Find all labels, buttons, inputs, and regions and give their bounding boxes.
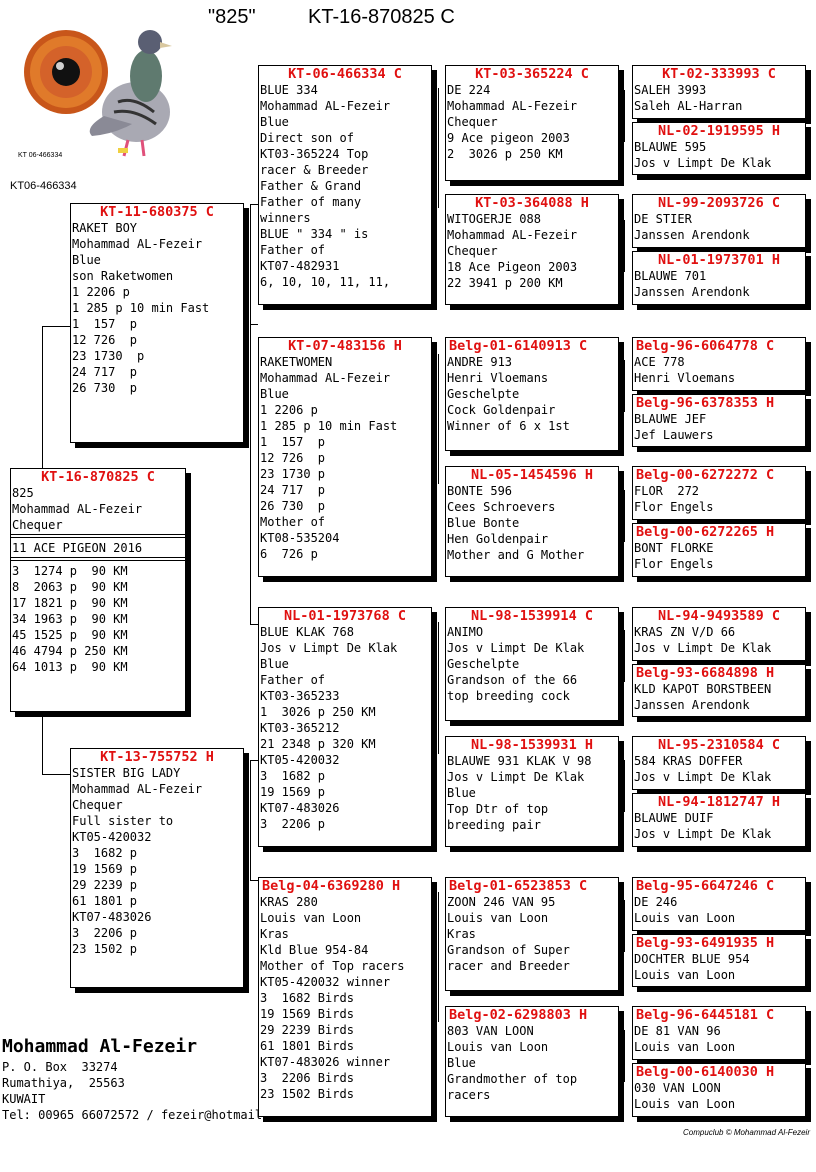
- gg-grandparent-ring: Belg-00-6272265 H: [636, 524, 775, 540]
- pedigree-line: Mohammad AL-Fezeir: [260, 99, 391, 113]
- gg-grandparent-card: [632, 337, 806, 391]
- great-grandparent-card: [445, 194, 619, 305]
- connector-line: [42, 774, 70, 775]
- pedigree-line: Hen Goldenpair: [447, 532, 549, 546]
- pedigree-line: Mohammad AL-Fezeir: [447, 99, 578, 113]
- gg-grandparent-ring: Belg-00-6140030 H: [636, 1064, 775, 1080]
- pedigree-line: Blue: [447, 786, 476, 800]
- pedigree-line: BLAUWE 931 KLAK V 98: [447, 754, 592, 768]
- gg-grandparent-card: [632, 934, 806, 987]
- pedigree-line: 19 1569 p: [260, 785, 326, 799]
- gg-grandparent-ring: NL-01-1973701 H: [658, 252, 780, 268]
- pedigree-line: FLOR 272: [634, 484, 700, 498]
- gg-grandparent-card: [632, 793, 806, 847]
- pedigree-line: Janssen Arendonk: [634, 228, 750, 242]
- sire-line: 1 2206 p: [72, 285, 130, 299]
- pigeon-ring-title: KT-16-870825 C: [308, 6, 455, 28]
- pedigree-line: Jos v Limpt De Klak: [447, 641, 585, 655]
- pedigree-line: Blue Bonte: [447, 516, 520, 530]
- connector-line: [42, 326, 43, 468]
- great-grandparent-card: [445, 337, 619, 451]
- pedigree-line: ZOON 246 VAN 95: [447, 895, 556, 909]
- gg-grandparent-ring: NL-94-1812747 H: [658, 794, 780, 810]
- pedigree-line: Mohammad AL-Fezeir: [260, 371, 391, 385]
- pedigree-line: Blue: [260, 387, 289, 401]
- connector-line: [624, 760, 625, 812]
- subject-line: Chequer: [12, 518, 63, 532]
- pedigree-line: racer and Breeder: [447, 959, 570, 973]
- dam-line: Mohammad AL-Fezeir: [72, 782, 203, 796]
- pedigree-line: racer & Breeder: [260, 163, 369, 177]
- great-grandparent-ring: NL-98-1539914 C: [471, 608, 593, 624]
- pedigree-line: Jos v Limpt De Klak: [634, 770, 772, 784]
- pedigree-line: KT07-483026: [260, 801, 340, 815]
- subject-result: 45 1525 p 90 KM: [12, 628, 128, 642]
- pedigree-line: Henri Vloemans: [447, 371, 549, 385]
- pedigree-line: KT07-483026 winner: [260, 1055, 391, 1069]
- pedigree-line: Janssen Arendonk: [634, 285, 750, 299]
- pedigree-line: breeding pair: [447, 818, 541, 832]
- subject-result: 34 1963 p 90 KM: [12, 612, 128, 626]
- great-grandparent-card: [445, 607, 619, 721]
- pedigree-line: 6, 10, 10, 11, 11,: [260, 275, 391, 289]
- gg-grandparent-ring: NL-99-2093726 C: [658, 195, 780, 211]
- pedigree-line: Janssen Arendonk: [634, 698, 750, 712]
- pedigree-line: 23 1730 p: [260, 467, 326, 481]
- connector-line: [438, 622, 439, 754]
- great-grandparent-ring: NL-05-1454596 H: [471, 467, 593, 483]
- pedigree-line: Mohammad AL-Fezeir: [447, 228, 578, 242]
- sire-line: Mohammad AL-Fezeir: [72, 237, 203, 251]
- pedigree-line: BLAUWE DUIF: [634, 811, 714, 825]
- pedigree-line: Louis van Loon: [634, 1097, 736, 1111]
- great-grandparent-ring: Belg-01-6140913 C: [449, 338, 588, 354]
- connector-line: [438, 892, 439, 1022]
- connector-line: [250, 204, 251, 624]
- pedigree-line: Blue: [447, 1056, 476, 1070]
- connector-line: [624, 90, 625, 142]
- photo-tag: KT 06-466334: [18, 152, 63, 159]
- pedigree-line: DE STIER: [634, 212, 692, 226]
- grandparent-ring: Belg-04-6369280 H: [262, 878, 401, 894]
- pedigree-line: Grandmother of top: [447, 1072, 578, 1086]
- pedigree-line: Louis van Loon: [447, 1040, 549, 1054]
- pedigree-line: 12 726 p: [260, 451, 326, 465]
- connector-line: [250, 204, 258, 205]
- gg-grandparent-ring: NL-02-1919595 H: [658, 123, 780, 139]
- pedigree-line: KT05-420032: [260, 753, 340, 767]
- pedigree-line: KT03-365224 Top: [260, 147, 369, 161]
- pedigree-line: 1 2206 p: [260, 403, 318, 417]
- owner-name: Mohammad Al-Fezeir: [2, 1036, 198, 1057]
- pedigree-line: ACE 778: [634, 355, 685, 369]
- gg-grandparent-ring: KT-02-333993 C: [662, 66, 776, 82]
- pedigree-line: 1 285 p 10 min Fast: [260, 419, 398, 433]
- pedigree-line: KT03-365212: [260, 721, 340, 735]
- pedigree-line: Jos v Limpt De Klak: [634, 641, 772, 655]
- pedigree-line: 19 1569 Birds: [260, 1007, 354, 1021]
- connector-line: [250, 624, 258, 625]
- grandparent-ring: KT-06-466334 C: [288, 66, 402, 82]
- owner-address-line: P. O. Box 33274: [2, 1060, 118, 1074]
- pigeon-nickname: "825": [208, 6, 256, 28]
- gg-grandparent-ring: Belg-00-6272272 C: [636, 467, 775, 483]
- subject-ring: KT-16-870825 C: [41, 469, 155, 485]
- gg-grandparent-card: [632, 877, 806, 931]
- gg-grandparent-card: [632, 523, 806, 577]
- grandparent-card: [258, 337, 432, 577]
- pedigree-line: Jos v Limpt De Klak: [634, 156, 772, 170]
- divider: [11, 537, 185, 538]
- pedigree-line: Geschelpte: [447, 387, 520, 401]
- pedigree-line: DE 224: [447, 83, 491, 97]
- grandparent-card: [258, 65, 432, 305]
- pedigree-line: Father & Grand: [260, 179, 362, 193]
- pedigree-line: Chequer: [447, 244, 498, 258]
- pedigree-line: SALEH 3993: [634, 83, 707, 97]
- connector-line: [624, 220, 625, 272]
- pedigree-line: Blue: [260, 657, 289, 671]
- pedigree-line: 030 VAN LOON: [634, 1081, 721, 1095]
- great-grandparent-ring: KT-03-364088 H: [475, 195, 589, 211]
- pedigree-line: 3 1682 p: [260, 769, 326, 783]
- pedigree-line: KT03-365233: [260, 689, 340, 703]
- pedigree-line: Louis van Loon: [634, 1040, 736, 1054]
- pedigree-line: Kras: [260, 927, 289, 941]
- dam-card: [70, 748, 244, 988]
- pedigree-line: Grandson of Super: [447, 943, 570, 957]
- pedigree-line: Top Dtr of top: [447, 802, 549, 816]
- pedigree-line: Kld Blue 954-84: [260, 943, 369, 957]
- connector-line: [250, 880, 258, 881]
- gg-grandparent-ring: Belg-96-6064778 C: [636, 338, 775, 354]
- dam-line: 19 1569 p: [72, 862, 138, 876]
- pedigree-line: BLUE " 334 " is: [260, 227, 369, 241]
- pedigree-line: 26 730 p: [260, 499, 326, 513]
- pedigree-line: 9 Ace pigeon 2003: [447, 131, 570, 145]
- connector-line: [624, 630, 625, 682]
- pedigree-line: Jos v Limpt De Klak: [634, 827, 772, 841]
- pedigree-line: 2 3026 p 250 KM: [447, 147, 563, 161]
- sire-line: 12 726 p: [72, 333, 138, 347]
- gg-grandparent-card: [632, 194, 806, 248]
- sire-line: 23 1730 p: [72, 349, 145, 363]
- subject-result: 8 2063 p 90 KM: [12, 580, 128, 594]
- pedigree-line: WITOGERJE 088: [447, 212, 541, 226]
- sire-card: [70, 203, 244, 443]
- dam-line: Full sister to: [72, 814, 174, 828]
- pedigree-line: Father of: [260, 673, 326, 687]
- great-grandparent-card: [445, 736, 619, 847]
- gg-grandparent-ring: Belg-95-6647246 C: [636, 878, 775, 894]
- sire-line: 26 730 p: [72, 381, 138, 395]
- pedigree-line: Mother and G Mother: [447, 548, 585, 562]
- pedigree-line: Geschelpte: [447, 657, 520, 671]
- great-grandparent-card: [445, 65, 619, 181]
- pedigree-line: BONT FLORKE: [634, 541, 714, 555]
- dam-line: KT07-483026: [72, 910, 152, 924]
- dam-line: 29 2239 p: [72, 878, 138, 892]
- grandparent-ring: KT-07-483156 H: [288, 338, 402, 354]
- pedigree-line: 584 KRAS DOFFER: [634, 754, 743, 768]
- owner-contact-line: Tel: 00965 66072572 / fezeir@hotmail.: [2, 1108, 270, 1122]
- subject-card: [10, 468, 186, 712]
- pedigree-line: Louis van Loon: [634, 968, 736, 982]
- pedigree-line: Mother of Top racers: [260, 959, 405, 973]
- pedigree-line: BLAUWE JEF: [634, 412, 707, 426]
- owner-address-line: KUWAIT: [2, 1092, 46, 1106]
- grandparent-card: [258, 607, 432, 847]
- pedigree-line: RAKETWOMEN: [260, 355, 333, 369]
- dam-line: SISTER BIG LADY: [72, 766, 181, 780]
- pedigree-line: KT07-482931: [260, 259, 340, 273]
- pedigree-line: Louis van Loon: [447, 911, 549, 925]
- great-grandparent-card: [445, 466, 619, 577]
- gg-grandparent-ring: Belg-93-6684898 H: [636, 665, 775, 681]
- subject-result: 46 4794 p 250 KM: [12, 644, 128, 658]
- gg-grandparent-ring: NL-95-2310584 C: [658, 737, 780, 753]
- dam-line: 3 2206 p: [72, 926, 138, 940]
- grandparent-ring: NL-01-1973768 C: [284, 608, 406, 624]
- pedigree-line: Cock Goldenpair: [447, 403, 556, 417]
- pedigree-line: KRAS ZN V/D 66: [634, 625, 736, 639]
- great-grandparent-ring: Belg-01-6523853 C: [449, 878, 588, 894]
- photo-caption: KT06-466334: [10, 180, 77, 192]
- sire-line: son Raketwomen: [72, 269, 174, 283]
- pedigree-line: BLUE KLAK 768: [260, 625, 354, 639]
- sire-line: RAKET BOY: [72, 221, 138, 235]
- pedigree-line: Chequer: [447, 115, 498, 129]
- sire-line: Blue: [72, 253, 101, 267]
- subject-title-line: 11 ACE PIGEON 2016: [12, 541, 143, 555]
- dam-line: Chequer: [72, 798, 123, 812]
- pedigree-line: Louis van Loon: [634, 911, 736, 925]
- subject-result: 3 1274 p 90 KM: [12, 564, 128, 578]
- pedigree-line: 18 Ace Pigeon 2003: [447, 260, 578, 274]
- pedigree-line: 3 2206 Birds: [260, 1071, 354, 1085]
- gg-grandparent-card: [632, 736, 806, 790]
- connector-line: [42, 712, 43, 774]
- pedigree-line: Blue: [260, 115, 289, 129]
- connector-line: [250, 760, 258, 761]
- pedigree-line: Jos v Limpt De Klak: [260, 641, 398, 655]
- subject-result: 64 1013 p 90 KM: [12, 660, 128, 674]
- great-grandparent-card: [445, 877, 619, 991]
- pedigree-line: BONTE 596: [447, 484, 513, 498]
- pedigree-line: KT05-420032 winner: [260, 975, 391, 989]
- pedigree-line: 803 VAN LOON: [447, 1024, 534, 1038]
- grandparent-card: [258, 877, 432, 1117]
- connector-line: [624, 360, 625, 412]
- pedigree-line: Jos v Limpt De Klak: [447, 770, 585, 784]
- dam-line: 23 1502 p: [72, 942, 138, 956]
- pigeon-photo: [14, 16, 182, 166]
- gg-grandparent-card: [632, 251, 806, 305]
- gg-grandparent-card: [632, 466, 806, 520]
- divider: [11, 557, 185, 558]
- sire-line: 24 717 p: [72, 365, 138, 379]
- gg-grandparent-ring: Belg-93-6491935 H: [636, 935, 775, 951]
- connector-line: [624, 900, 625, 952]
- pedigree-line: 29 2239 Birds: [260, 1023, 354, 1037]
- sire-line: 1 285 p 10 min Fast: [72, 301, 210, 315]
- pigeon-image: [14, 16, 182, 166]
- gg-grandparent-card: [632, 607, 806, 661]
- subject-result: 17 1821 p 90 KM: [12, 596, 128, 610]
- pedigree-line: KLD KAPOT BORSTBEEN: [634, 682, 772, 696]
- pedigree-line: Mother of: [260, 515, 326, 529]
- pedigree-line: racers: [447, 1088, 491, 1102]
- pedigree-line: ANDRE 913: [447, 355, 513, 369]
- pedigree-line: KT08-535204: [260, 531, 340, 545]
- pedigree-line: 22 3941 p 200 KM: [447, 276, 563, 290]
- gg-grandparent-ring: Belg-96-6445181 C: [636, 1007, 775, 1023]
- software-credit: Compuclub © Mohammad Al-Fezeir: [683, 1128, 810, 1137]
- pedigree-line: 61 1801 Birds: [260, 1039, 354, 1053]
- pedigree-line: BLAUWE 595: [634, 140, 707, 154]
- gg-grandparent-ring: Belg-96-6378353 H: [636, 395, 775, 411]
- pedigree-line: 1 157 p: [260, 435, 326, 449]
- gg-grandparent-card: [632, 122, 806, 175]
- pedigree-line: Father of many: [260, 195, 362, 209]
- connector-line: [438, 354, 439, 484]
- great-grandparent-ring: NL-98-1539931 H: [471, 737, 593, 753]
- pedigree-line: BLUE 334: [260, 83, 318, 97]
- gg-grandparent-card: [632, 664, 806, 717]
- dam-line: KT05-420032: [72, 830, 152, 844]
- connector-line: [250, 324, 258, 325]
- pedigree-line: DE 246: [634, 895, 678, 909]
- connector-line: [624, 490, 625, 542]
- connector-line: [250, 760, 251, 880]
- pedigree-line: 24 717 p: [260, 483, 326, 497]
- gg-grandparent-card: [632, 1063, 806, 1117]
- pedigree-line: Louis van Loon: [260, 911, 362, 925]
- gg-grandparent-ring: NL-94-9493589 C: [658, 608, 780, 624]
- pedigree-line: KRAS 280: [260, 895, 318, 909]
- connector-line: [624, 1030, 625, 1082]
- subject-line: 825: [12, 486, 34, 500]
- owner-address-line: Rumathiya, 25563: [2, 1076, 125, 1090]
- sire-line: 1 157 p: [72, 317, 138, 331]
- pedigree-line: Jef Lauwers: [634, 428, 714, 442]
- pedigree-line: DE 81 VAN 96: [634, 1024, 721, 1038]
- pedigree-line: top breeding cock: [447, 689, 570, 703]
- pedigree-line: Direct son of: [260, 131, 354, 145]
- pedigree-line: Cees Schroevers: [447, 500, 556, 514]
- pedigree-line: 3 2206 p: [260, 817, 326, 831]
- pedigree-line: 3 1682 Birds: [260, 991, 354, 1005]
- pedigree-line: Winner of 6 x 1st: [447, 419, 570, 433]
- divider: [11, 534, 185, 535]
- great-grandparent-ring: KT-03-365224 C: [475, 66, 589, 82]
- pedigree-line: 21 2348 p 320 KM: [260, 737, 376, 751]
- pedigree-line: 6 726 p: [260, 547, 318, 561]
- pedigree-line: Saleh AL-Harran: [634, 99, 743, 113]
- pedigree-line: ANIMO: [447, 625, 484, 639]
- dam-line: 61 1801 p: [72, 894, 138, 908]
- gg-grandparent-card: [632, 1006, 806, 1060]
- pedigree-line: 1 3026 p 250 KM: [260, 705, 376, 719]
- pedigree-line: 23 1502 Birds: [260, 1087, 354, 1101]
- pedigree-line: Father of: [260, 243, 326, 257]
- pedigree-line: Grandson of the 66: [447, 673, 578, 687]
- pedigree-line: DOCHTER BLUE 954: [634, 952, 750, 966]
- pedigree-line: BLAUWE 701: [634, 269, 707, 283]
- connector-line: [438, 88, 439, 208]
- gg-grandparent-card: [632, 394, 806, 447]
- great-grandparent-ring: Belg-02-6298803 H: [449, 1007, 588, 1023]
- pedigree-line: Flor Engels: [634, 500, 714, 514]
- pedigree-line: Flor Engels: [634, 557, 714, 571]
- divider: [11, 560, 185, 561]
- subject-line: Mohammad AL-Fezeir: [12, 502, 143, 516]
- dam-line: 3 1682 p: [72, 846, 138, 860]
- gg-grandparent-card: [632, 65, 806, 119]
- connector-line: [42, 326, 70, 327]
- great-grandparent-card: [445, 1006, 619, 1117]
- pedigree-line: Kras: [447, 927, 476, 941]
- sire-ring: KT-11-680375 C: [100, 204, 214, 220]
- dam-ring: KT-13-755752 H: [100, 749, 214, 765]
- pedigree-line: winners: [260, 211, 311, 225]
- pedigree-line: Henri Vloemans: [634, 371, 736, 385]
